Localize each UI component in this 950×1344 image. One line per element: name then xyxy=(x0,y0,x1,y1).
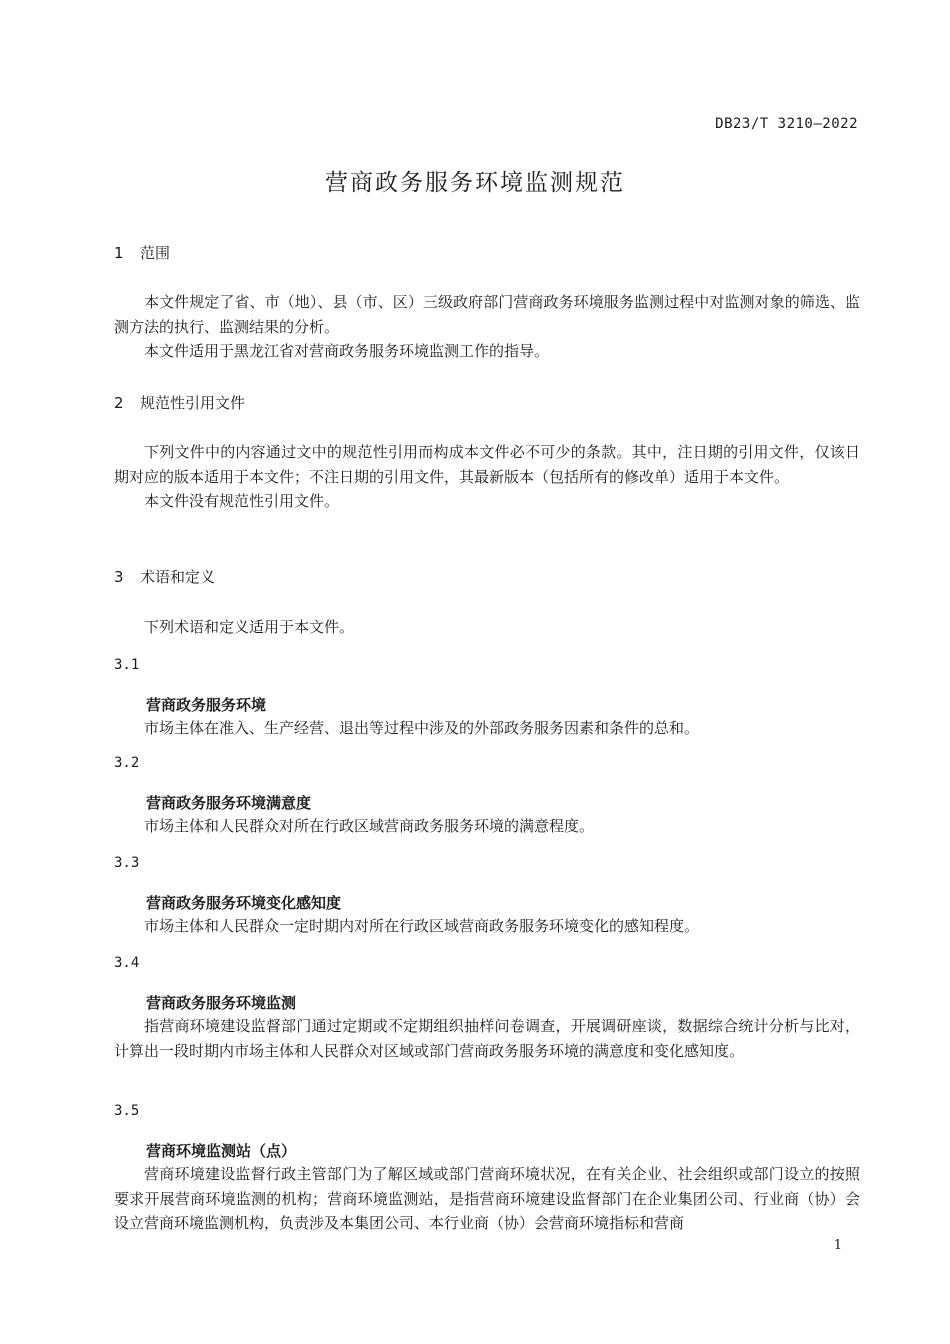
term-3-2 xyxy=(114,752,860,839)
term-name: 营商政务服务环境 xyxy=(146,696,267,714)
clause-number: 3.5 xyxy=(114,1103,140,1119)
clause-number: 3.3 xyxy=(114,855,140,871)
section-title: 规范性引用文件 xyxy=(140,394,246,412)
term-3-3 xyxy=(114,852,860,939)
section-title: 术语和定义 xyxy=(140,568,216,586)
section-3-body xyxy=(114,615,860,640)
term-3-5 xyxy=(114,1100,860,1236)
term-definition: 指营商环境建设监督部门通过定期或不定期组织抽样问卷调查，开展调研座谈，数据综合统计分析与比对，计算出一段时期内市场主体和人民群众对区域或部门营商政务服务环境的满意度和变化感知度。 xyxy=(114,1017,860,1060)
term-3-4 xyxy=(114,952,860,1063)
paragraph: 本文件规定了省、市（地）、县（市、区）三级政府部门营商政务环境服务监测过程中对监测对象的筛选、监测方法的执行、监测结果的分析。 xyxy=(114,293,860,336)
section-number: 3 xyxy=(114,568,124,586)
term-definition: 市场主体和人民群众对所在行政区域营商政务服务环境的满意程度。 xyxy=(144,817,595,835)
clause-number: 3.1 xyxy=(114,657,140,673)
paragraph: 下列术语和定义适用于本文件。 xyxy=(144,618,355,636)
term-name: 营商环境监测站（点） xyxy=(146,1142,297,1160)
clause-number: 3.2 xyxy=(114,755,140,771)
section-1-body xyxy=(114,290,860,364)
term-name: 营商政务服务环境变化感知度 xyxy=(146,894,342,912)
term-name: 营商政务服务环境监测 xyxy=(146,994,297,1012)
paragraph: 本文件没有规范性引用文件。 xyxy=(144,492,340,510)
term-definition: 市场主体在准入、生产经营、退出等过程中涉及的外部政务服务因素和条件的总和。 xyxy=(144,719,700,737)
section-number: 1 xyxy=(114,244,124,262)
term-3-1 xyxy=(114,654,860,741)
section-number: 2 xyxy=(114,394,124,412)
section-2-body xyxy=(114,440,860,514)
section-2-heading xyxy=(114,392,860,414)
term-name: 营商政务服务环境满意度 xyxy=(146,794,312,812)
clause-number: 3.4 xyxy=(114,955,140,971)
document-number: DB23/T 3210—2022 xyxy=(715,116,858,132)
document-title: 营商政务服务环境监测规范 xyxy=(325,170,625,196)
paragraph: 本文件适用于黑龙江省对营商政务服务环境监测工作的指导。 xyxy=(144,342,550,360)
term-definition: 营商环境建设监督行政主管部门为了解区域或部门营商环境状况，在有关企业、社会组织或部门设立的按照要求开展营商环境监测的机构；营商环境监测站，是指营商环境建设监督部门在企业集团公司、行业商（协）会设立营商环境监测机构，负责涉及本集团公司、本行业商（协）会营商环境指标和营商 xyxy=(114,1165,860,1232)
section-1-heading xyxy=(114,242,860,264)
term-definition: 市场主体和人民群众一定时期内对所在行政区域营商政务服务环境变化的感知程度。 xyxy=(144,917,700,935)
section-title: 范围 xyxy=(140,244,171,262)
paragraph: 下列文件中的内容通过文中的规范性引用而构成本文件必不可少的条款。其中，注日期的引用文件，仅该日期对应的版本适用于本文件；不注日期的引用文件，其最新版本（包括所有的修改单）适用于本文件。 xyxy=(114,443,860,486)
page-number: 1 xyxy=(833,1238,842,1253)
section-3-heading xyxy=(114,566,860,588)
